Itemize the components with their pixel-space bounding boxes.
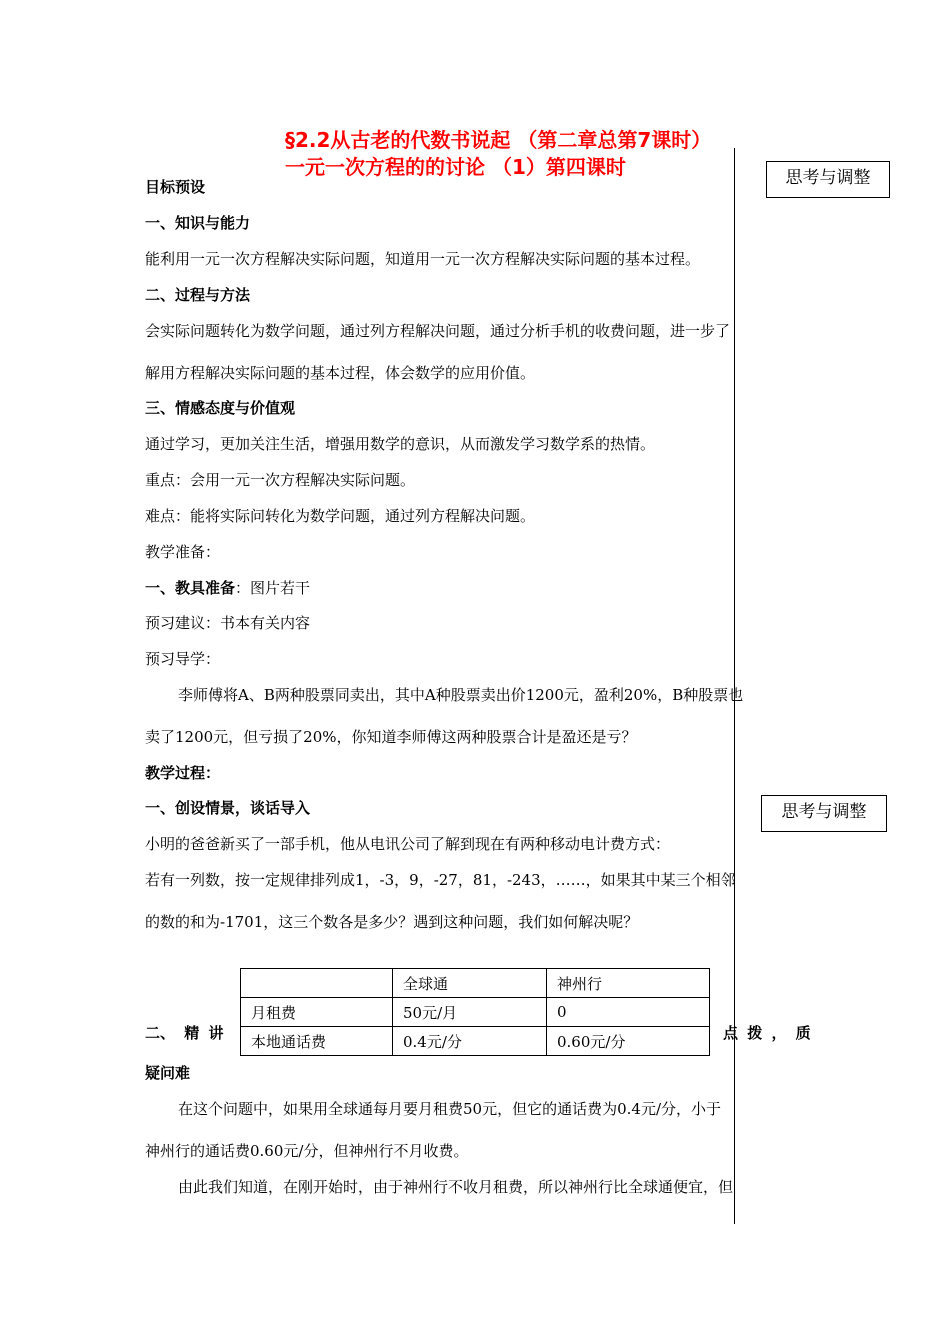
prep-tools [145,578,310,598]
stock-problem-line-2: 卖了1200元，但亏损了20%，你知道李师傅这两种股票合计是盈还是亏？ [145,728,637,746]
table-header-cell [241,969,393,998]
prep-tools-label: 一、教具准备 [145,579,236,597]
goals-s3-text: 通过学习，更加关注生活，增强用数学的意识，从而激发学习数学系的热情。 [145,435,656,453]
explanation-p1-line-2: 神州行的通话费0.60元/分，但神州行不月收费。 [145,1142,469,1160]
goals-s3-heading: 三、情感态度与价值观 [145,399,296,417]
goals-s1-heading: 一、知识与能力 [145,214,251,232]
explanation-p2-line-1: 由此我们知道，在刚开始时，由于神州行不收月租费，所以神州行比全球通便宜，但 [178,1178,734,1196]
table-cell: 50元/月 [393,998,547,1027]
table-cell: 0 [547,998,710,1027]
table-cell: 0.60元/分 [547,1027,710,1056]
explanation-p1-line-1: 在这个问题中，如果用全球通每月要月租费50元，但它的通话费为0.4元/分，小于 [178,1100,721,1118]
key-point: 重点：会用一元一次方程解决实际问题。 [145,471,416,489]
goals-heading: 目标预设 [145,178,206,196]
table-row [241,998,710,1027]
title-line-1: §2.2从古老的代数书说起 （第二章总第7课时） [285,128,712,152]
goals-s2-heading: 二、过程与方法 [145,286,251,304]
table-cell: 月租费 [241,998,393,1027]
process-s2-heading-cont: 疑问难 [145,1064,191,1082]
prep-heading: 教学准备： [145,543,221,561]
table-header-cell: 全球通 [393,969,547,998]
table-row [241,969,710,998]
process-s2-heading-left: 二、 精 讲 [145,1024,224,1042]
process-heading: 教学过程： [145,764,221,782]
thinking-adjustment-box-1: 思考与调整 [766,161,890,198]
prep-tools-value: ：图片若干 [235,579,311,597]
table-header-cell: 神州行 [547,969,710,998]
table-cell: 0.4元/分 [393,1027,547,1056]
process-s1-heading: 一、创设情景，谈话导入 [145,799,311,817]
preview-guide: 预习导学： [145,650,221,668]
thinking-adjustment-box-2: 思考与调整 [761,795,887,832]
process-s2-heading-right: 点 拨 ， 质 [723,1024,811,1042]
title-line-2: 一元一次方程的的讨论 （1）第四课时 [285,155,626,179]
goals-s2-text-2: 解用方程解决实际问题的基本过程，体会数学的应用价值。 [145,364,536,382]
table-cell: 本地通话费 [241,1027,393,1056]
goals-s1-text: 能利用一元一次方程解决实际问题，知道用一元一次方程解决实际问题的基本过程。 [145,250,701,268]
fee-table [240,968,710,1056]
process-s1-line-2: 若有一列数，按一定规律排列成1，-3，9，-27，81，-243，……，如果其中某三个相邻 [145,871,736,889]
process-s1-line-3: 的数的和为-1701，这三个数各是多少？遇到这种问题，我们如何解决呢？ [145,913,639,931]
table-row [241,1027,710,1056]
preview-suggestion: 预习建议：书本有关内容 [145,614,311,632]
process-s1-line-1: 小明的爸爸新买了一部手机，他从电讯公司了解到现在有两种移动电计费方式： [145,835,671,853]
difficulty-point: 难点：能将实际问转化为数学问题，通过列方程解决问题。 [145,507,536,525]
goals-s2-text-1: 会实际问题转化为数学问题，通过列方程解决问题，通过分析手机的收费问题，进一步了 [145,322,731,340]
stock-problem-line-1: 李师傅将A、B两种股票同卖出，其中A种股票卖出价1200元，盈利20%，B种股票也 [178,686,744,704]
